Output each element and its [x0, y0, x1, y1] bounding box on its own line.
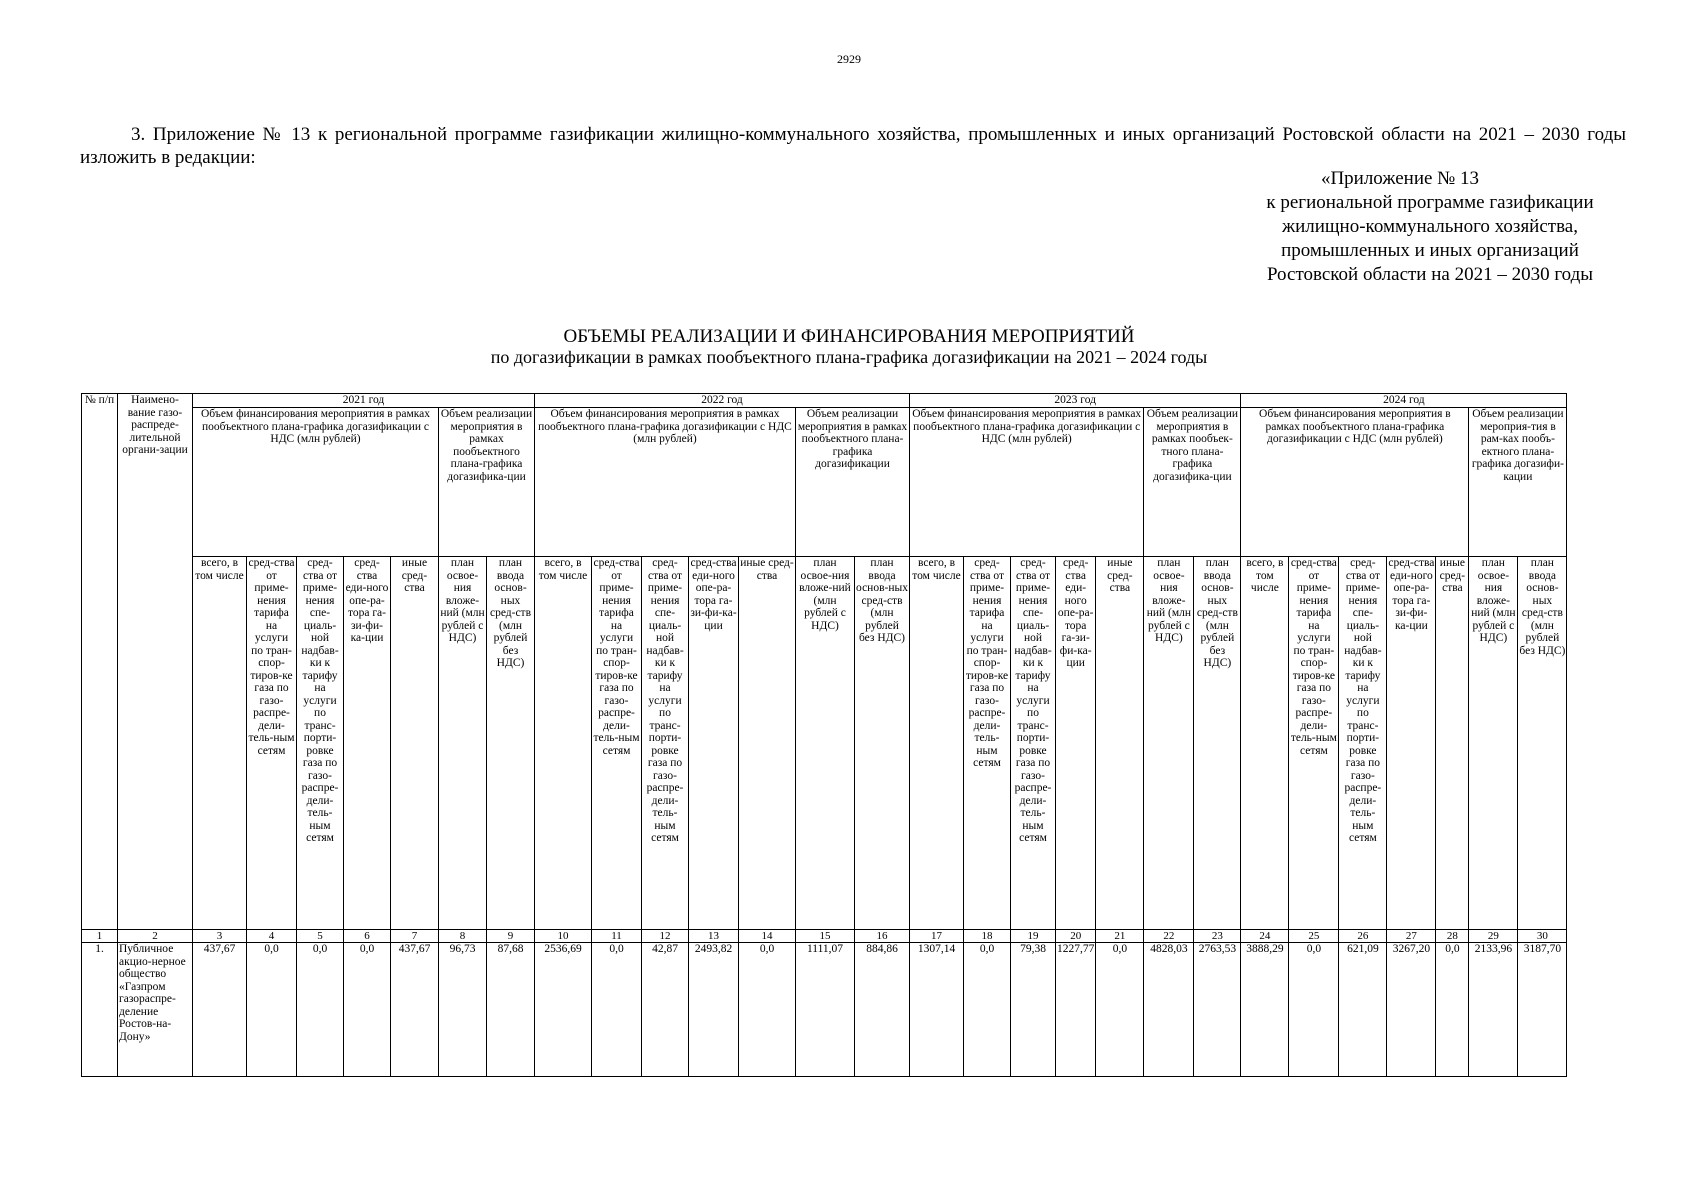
- financing-table-wrapper: [81, 393, 1567, 1077]
- column-number: 1: [82, 930, 118, 943]
- financing-volume-header: Объем финансирования мероприятия в рамках пообъектного плана-графика догазификации с НДС (млн рублей): [1241, 408, 1469, 557]
- sub-header-fixed-assets-plan: план ввода основ-ных сред-ств (млн рублей без НДС): [1518, 557, 1567, 930]
- implementation-volume-header: Объем реализации мероприятия в рамках пообъектного плана-графика догазификации: [796, 408, 910, 557]
- table-cell: 884,86: [855, 943, 910, 1077]
- table-cell: 2536,69: [535, 943, 592, 1077]
- column-number: 20: [1056, 930, 1096, 943]
- appendix-line: жилищно-коммунального хозяйства,: [1281, 216, 1578, 237]
- sub-header-fixed-assets-plan: план ввода основ-ных сред-ств (млн рублей без НДС): [855, 557, 910, 930]
- sub-header-tariff-funds: сред-ства от приме-нения тарифа на услуги по тран-спор-тиров-ке газа по газо-распре-дели-тель-ным сетям: [247, 557, 297, 930]
- column-number: 3: [193, 930, 247, 943]
- column-number: 10: [535, 930, 592, 943]
- table-cell: 3187,70: [1518, 943, 1567, 1077]
- column-number: 23: [1194, 930, 1241, 943]
- table-cell: 42,87: [642, 943, 689, 1077]
- appendix-line: «Приложение № 13: [1320, 168, 1480, 189]
- column-number: 29: [1469, 930, 1518, 943]
- column-number: 13: [689, 930, 739, 943]
- page-number: 2929: [837, 52, 861, 66]
- table-cell: 2493,82: [689, 943, 739, 1077]
- sub-header-fixed-assets-plan: план ввода основ-ных сред-ств (млн рублей без НДС): [487, 557, 535, 930]
- appendix-line: промышленных и иных организаций: [1281, 240, 1579, 261]
- organization-name: Публичное акцио-нерное общество «Газпром газораспре-деление Ростов-на-Дону»: [118, 943, 193, 1077]
- year-header: 2023 год: [910, 394, 1241, 408]
- sub-header-single-operator-funds: сред-ства еди-ного опе-ра-тора га-зи-фи-ка-ции: [344, 557, 391, 930]
- table-cell: 0,0: [247, 943, 297, 1077]
- column-number: 9: [487, 930, 535, 943]
- table-row: [82, 943, 1567, 1077]
- table-cell: 1227,77: [1056, 943, 1096, 1077]
- column-number: 5: [297, 930, 344, 943]
- appendix-reference: [1240, 167, 1620, 287]
- column-number: 7: [391, 930, 439, 943]
- sub-header-investment-plan: план освое-ния вложе-ний (млн рублей с НДС): [439, 557, 487, 930]
- sub-header-surcharge-funds: сред-ства от приме-нения спе-циаль-ной надбав-ки к тарифу на услуги по транс-порти-ровке газа по газо-распре-дели-тель-ным сетям: [297, 557, 344, 930]
- table-cell: 0,0: [344, 943, 391, 1077]
- table-cell: 2763,53: [1194, 943, 1241, 1077]
- sub-header-other-funds: иные сред-ства: [739, 557, 796, 930]
- table-cell: 0,0: [739, 943, 796, 1077]
- sub-header-surcharge-funds: сред-ства от приме-нения спе-циаль-ной надбав-ки к тарифу на услуги по транс-порти-ровке газа по газо-распре-дели-тель-ным сетям: [642, 557, 689, 930]
- table-cell: 3267,20: [1387, 943, 1436, 1077]
- column-number: 2: [118, 930, 193, 943]
- table-cell: 0,0: [1096, 943, 1144, 1077]
- column-number: 14: [739, 930, 796, 943]
- table-cell: 621,09: [1339, 943, 1387, 1077]
- table-cell: 1111,07: [796, 943, 855, 1077]
- sub-header-other-funds: иные сред-ства: [1436, 557, 1469, 930]
- column-number: 21: [1096, 930, 1144, 943]
- sub-header-investment-plan: план освое-ния вложе-ний (млн рублей с НДС): [1144, 557, 1194, 930]
- column-number: 26: [1339, 930, 1387, 943]
- column-number: 6: [344, 930, 391, 943]
- column-number: 19: [1011, 930, 1056, 943]
- financing-volume-header: Объем финансирования мероприятия в рамках пообъектного плана-графика догазификации с НДС (млн рублей): [535, 408, 796, 557]
- column-number: 11: [592, 930, 642, 943]
- document-title: [0, 326, 1698, 368]
- financing-volume-header: Объем финансирования мероприятия в рамках пообъектного плана-графика догазификации с НДС (млн рублей): [193, 408, 439, 557]
- table-cell: 437,67: [391, 943, 439, 1077]
- sub-header-other-funds: иные сред-ства: [391, 557, 439, 930]
- table-cell: 0,0: [592, 943, 642, 1077]
- row-number: 1.: [82, 943, 118, 1077]
- intro-paragraph: 3. Приложение № 13 к региональной программе газификации жилищно-коммунального хозяйства, промышленных и иных организаций Ростовской области на 2021 – 2030 годы изложить в редакции:: [80, 124, 1626, 168]
- title-subtitle: по догазификации в рамках пообъектного плана-графика догазификации на 2021 – 2024 годы: [490, 347, 1208, 367]
- column-number: 22: [1144, 930, 1194, 943]
- financing-table: [81, 393, 1567, 1077]
- sub-header-surcharge-funds: сред-ства от приме-нения спе-циаль-ной надбав-ки к тарифу на услуги по транс-порти-ровке газа по газо-распре-дели-тель-ным сетям: [1011, 557, 1056, 930]
- column-number: 4: [247, 930, 297, 943]
- sub-header-total: всего, в том числе: [535, 557, 592, 930]
- column-header-number: № п/п: [82, 394, 118, 930]
- sub-header-investment-plan: план освое-ния вложе-ний (млн рублей с НДС): [1469, 557, 1518, 930]
- title-main: ОБЪЕМЫ РЕАЛИЗАЦИИ И ФИНАНСИРОВАНИЯ МЕРОПРИЯТИЙ: [563, 326, 1135, 347]
- column-header-organization: Наимено-вание газо-распреде-лительной органи-зации: [118, 394, 193, 930]
- table-cell: 437,67: [193, 943, 247, 1077]
- sub-header-surcharge-funds: сред-ства от приме-нения спе-циаль-ной надбав-ки к тарифу на услуги по транс-порти-ровке газа по газо-распре-дели-тель-ным сетям: [1339, 557, 1387, 930]
- column-number: 12: [642, 930, 689, 943]
- sub-header-tariff-funds: сред-ства от приме-нения тарифа на услуги по тран-спор-тиров-ке газа по газо-распре-дели-тель-ным сетям: [592, 557, 642, 930]
- table-cell: 0,0: [1289, 943, 1339, 1077]
- sub-header-single-operator-funds: сред-ства еди-ного опе-ра-тора га-зи-фи-ка-ции: [689, 557, 739, 930]
- sub-header-total: всего, в том числе: [910, 557, 964, 930]
- financing-volume-header: Объем финансирования мероприятия в рамках пообъектного плана-графика догазификации с НДС (млн рублей): [910, 408, 1144, 557]
- sub-header-tariff-funds: сред-ства от приме-нения тарифа на услуги по тран-спор-тиров-ке газа по газо-распре-дели-тель-ным сетям: [1289, 557, 1339, 930]
- column-number: 16: [855, 930, 910, 943]
- table-cell: 0,0: [297, 943, 344, 1077]
- sub-header-total: всего, в том числе: [1241, 557, 1289, 930]
- sub-header-single-operator-funds: сред-ства еди-ного опе-ра-тора га-зи-фи-ка-ции: [1056, 557, 1096, 930]
- implementation-volume-header: Объем реализации мероприя-тия в рам-ках пообъ-ектного плана-графика догазифи-кации: [1469, 408, 1567, 557]
- year-header: 2024 год: [1241, 394, 1567, 408]
- implementation-volume-header: Объем реализации мероприятия в рамках пообъек-тного плана-графика догазифика-ции: [1144, 408, 1241, 557]
- table-cell: 79,38: [1011, 943, 1056, 1077]
- column-number: 18: [964, 930, 1011, 943]
- table-cell: 0,0: [964, 943, 1011, 1077]
- column-number: 30: [1518, 930, 1567, 943]
- sub-header-single-operator-funds: сред-ства еди-ного опе-ра-тора га-зи-фи-ка-ции: [1387, 557, 1436, 930]
- column-number: 15: [796, 930, 855, 943]
- table-cell: 4828,03: [1144, 943, 1194, 1077]
- year-header: 2021 год: [193, 394, 535, 408]
- sub-header-investment-plan: план освое-ния вложе-ний (млн рублей с НДС): [796, 557, 855, 930]
- table-cell: 0,0: [1436, 943, 1469, 1077]
- table-cell: 3888,29: [1241, 943, 1289, 1077]
- table-cell: 87,68: [487, 943, 535, 1077]
- sub-header-other-funds: иные сред-ства: [1096, 557, 1144, 930]
- column-number: 25: [1289, 930, 1339, 943]
- appendix-line: к региональной программе газификации: [1266, 192, 1594, 213]
- column-number: 8: [439, 930, 487, 943]
- column-number: 28: [1436, 930, 1469, 943]
- sub-header-tariff-funds: сред-ства от приме-нения тарифа на услуги по тран-спор-тиров-ке газа по газо-распре-дели-тель-ным сетям: [964, 557, 1011, 930]
- sub-header-total: всего, в том числе: [193, 557, 247, 930]
- year-header: 2022 год: [535, 394, 910, 408]
- sub-header-fixed-assets-plan: план ввода основ-ных сред-ств (млн рублей без НДС): [1194, 557, 1241, 930]
- table-cell: 2133,96: [1469, 943, 1518, 1077]
- table-cell: 96,73: [439, 943, 487, 1077]
- table-cell: 1307,14: [910, 943, 964, 1077]
- implementation-volume-header: Объем реализации мероприятия в рамках пообъектного плана-графика догазифика-ции: [439, 408, 535, 557]
- column-number: 17: [910, 930, 964, 943]
- column-number: 27: [1387, 930, 1436, 943]
- appendix-line: Ростовской области на 2021 – 2030 годы: [1266, 264, 1594, 285]
- column-number: 24: [1241, 930, 1289, 943]
